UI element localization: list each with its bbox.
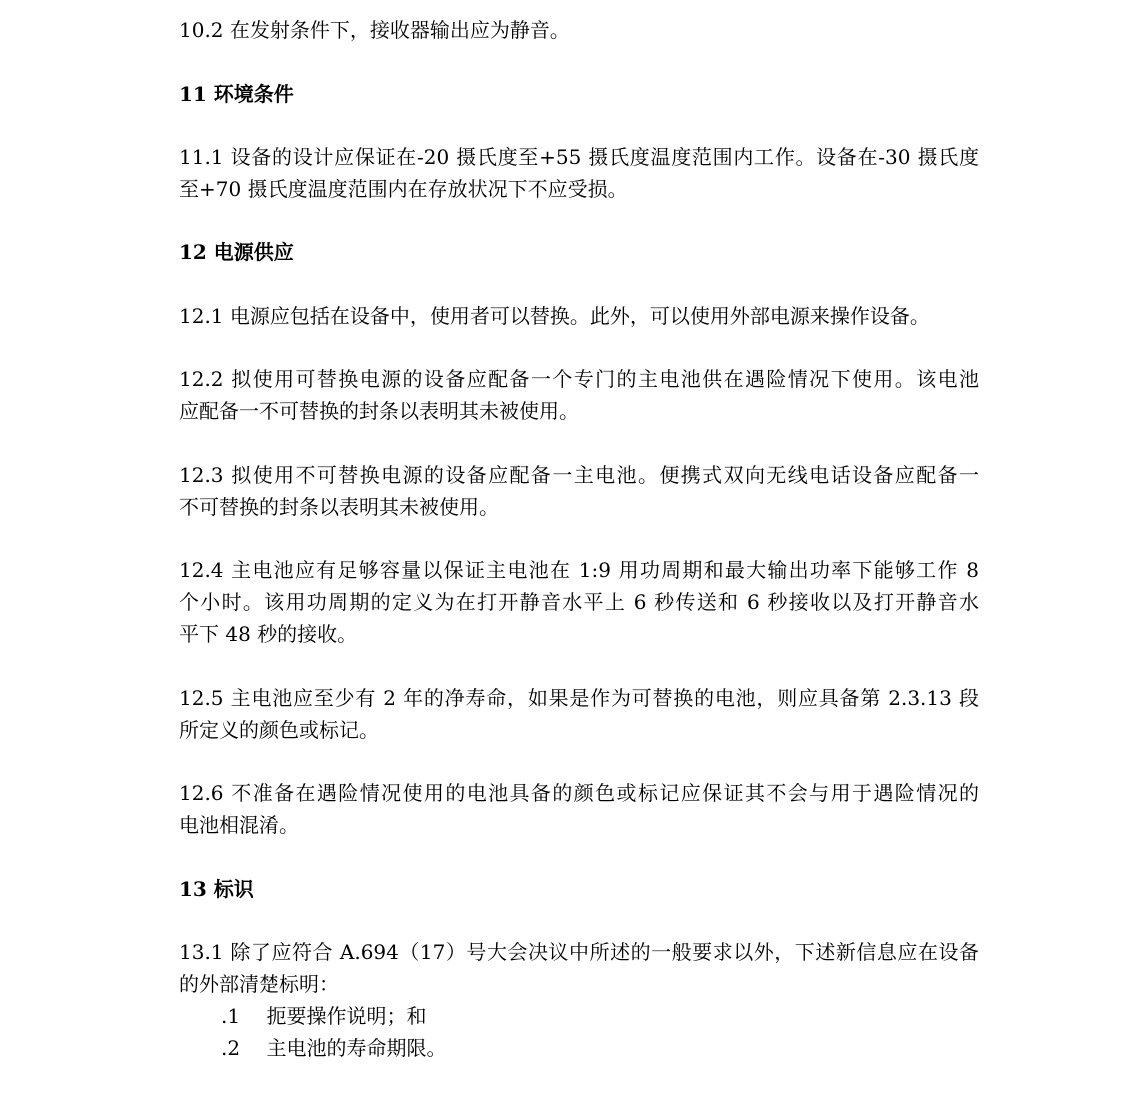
paragraph-12-2-line-1: 12.2 拟使用可替换电源的设备应配备一个专门的主电池供在遇险情况下使用。该电池 xyxy=(179,367,979,391)
paragraph-12-6-line-1: 12.6 不准备在遇险情况使用的电池具备的颜色或标记应保证其不会与用于遇险情况的 xyxy=(179,781,979,805)
paragraph-12-4-line-2: 个小时。该用功周期的定义为在打开静音水平上 6 秒传送和 6 秒接收以及打开静音水 xyxy=(179,590,979,614)
section-heading-11: 11 环境条件 xyxy=(179,82,294,106)
paragraph-11-1-line-1: 11.1 设备的设计应保证在-20 摄氏度至+55 摄氏度温度范围内工作。设备在-30 摄氏度 xyxy=(179,145,979,169)
paragraph-12-1: 12.1 电源应包括在设备中，使用者可以替换。此外，可以使用外部电源来操作设备。 xyxy=(179,304,930,328)
list-item: .2 主电池的寿命期限。 xyxy=(221,1036,447,1060)
paragraph-12-5-line-1: 12.5 主电池应至少有 2 年的净寿命，如果是作为可替换的电池，则应具备第 2.3.13 段 xyxy=(179,686,979,710)
paragraph-11-1-line-2: 至+70 摄氏度温度范围内在存放状况下不应受损。 xyxy=(179,177,628,201)
paragraph-12-6-line-2: 电池相混淆。 xyxy=(179,813,299,837)
paragraph-12-2-line-2: 应配备一不可替换的封条以表明其未被使用。 xyxy=(179,399,579,423)
paragraph-12-4-line-1: 12.4 主电池应有足够容量以保证主电池在 1:9 用功周期和最大输出功率下能够工作 8 xyxy=(179,558,979,582)
paragraph-12-3-line-2: 不可替换的封条以表明其未被使用。 xyxy=(179,495,499,519)
section-heading-13: 13 标识 xyxy=(179,877,254,901)
section-heading-12: 12 电源供应 xyxy=(179,240,294,264)
list-item: .1 扼要操作说明；和 xyxy=(221,1004,427,1028)
paragraph-13-1-line-1: 13.1 除了应符合 A.694（17）号大会决议中所述的一般要求以外，下述新信息应在设备 xyxy=(179,940,979,964)
paragraph-13-1-line-2: 的外部清楚标明： xyxy=(179,972,339,996)
paragraph-10-2: 10.2 在发射条件下，接收器输出应为静音。 xyxy=(179,18,570,42)
paragraph-12-5-line-2: 所定义的颜色或标记。 xyxy=(179,718,379,742)
paragraph-12-4-line-3: 平下 48 秒的接收。 xyxy=(179,622,358,646)
paragraph-12-3-line-1: 12.3 拟使用不可替换电源的设备应配备一主电池。便携式双向无线电话设备应配备一 xyxy=(179,463,979,487)
